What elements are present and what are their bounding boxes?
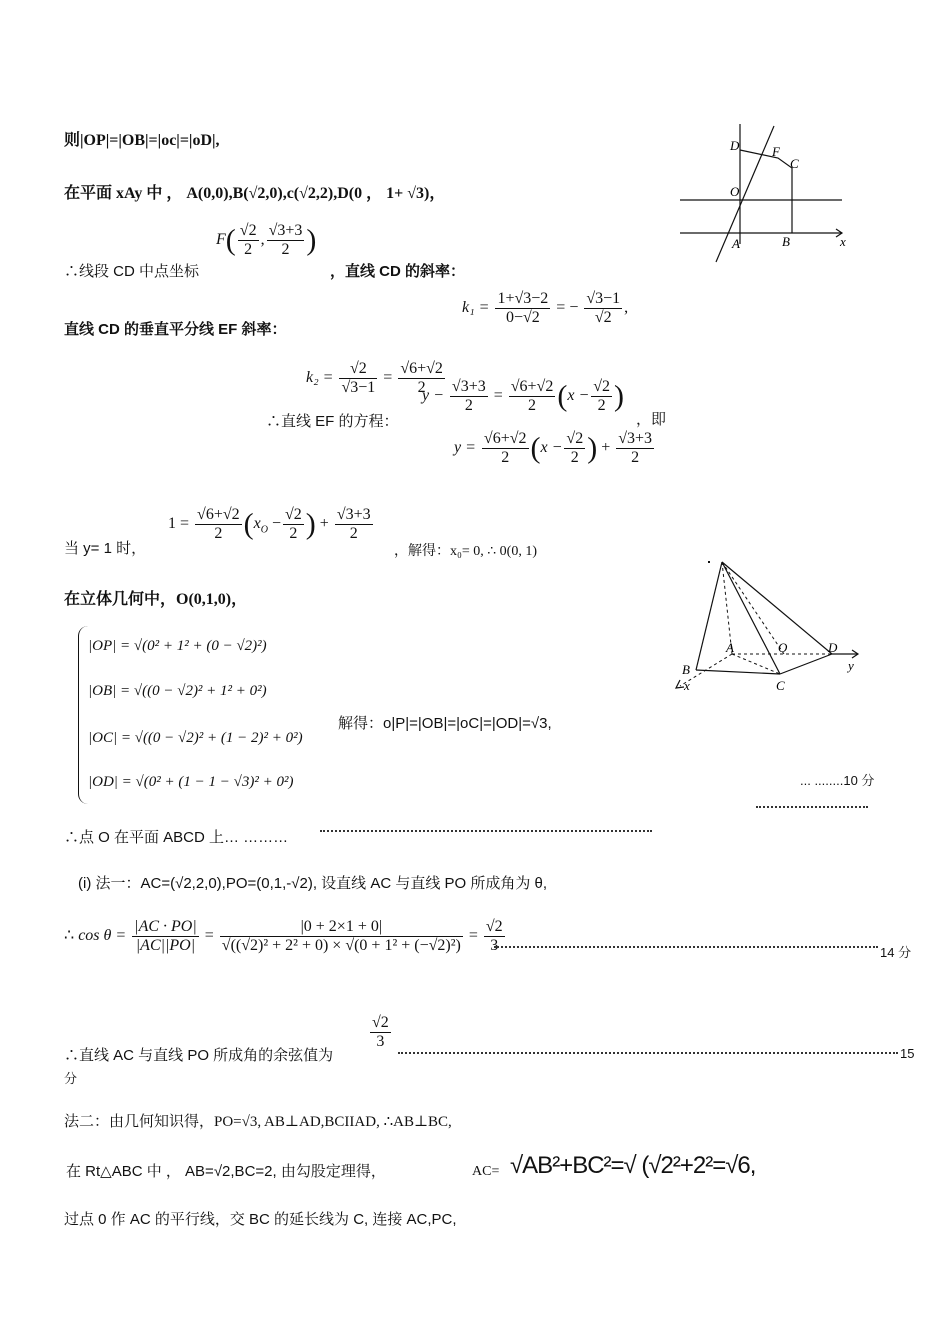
last-line: 过点 0 作 AC 的平行线，交 BC 的延长线为 C, 连接 AC,PC, [64,1211,457,1228]
coordinate-figure [676,120,856,270]
label-C: C [790,156,799,171]
x0-equation-formula: 1 = $\frac{√6+√2}{2}$ ($x_O$ − $\frac{√2}{2}$ ) + $\frac{√3+3}{2}$ [168,506,371,542]
label-B: B [682,662,690,677]
score-14: 14 分 [880,945,912,960]
label-D: D [828,640,838,655]
dots-leader [398,1052,898,1054]
label-C: C [776,678,785,693]
label-x: x [684,678,690,693]
right-triangle-line: 在 Rt△ABC 中 ， AB=√2,BC=2, 由勾股定理得， [66,1163,386,1180]
midpoint-formula: F( $\frac{√2}{2}$ , $\frac{√3+3}{2}$ ) [216,222,317,258]
midpoint-label: ∴线段 CD 中点坐标 [64,263,200,280]
dist-op: |OP| = √(0² + 1² + (0 − √2)²) [88,638,267,654]
point-F: F [216,231,226,249]
slope-label: ，直线 CD 的斜率： [330,263,466,280]
k1-formula: k₁ = $\frac{1+√3-2}{0-√2}$ = − $\frac{√3-1}{√2}$ , [462,290,629,326]
score-15: 15 [900,1046,915,1061]
dist-od: |OD| = √(0² + (1 − 1 − √3)² + 0²) [88,774,294,790]
plane-statement: ∴点 O 在平面 ABCD 上… ……… [64,829,289,846]
cos-formula: ∴ cos θ = $\frac{|AC \cdot PO|}{|AC||PO|}$ = $\frac{|0 + 2\times 1 + 0|}{\text{√((√2)² + 2² + 0) × √(0 + 1² + (−√2)²)}}$ = $\frac{√2}{3}$ [64,918,503,954]
label-A: A [726,640,734,655]
dist-oc: |OC| = √((0 − √2)² + (1 − 2)² + 0²) [88,730,303,746]
ac-label: AC= [472,1164,500,1179]
score-unit: 分 [64,1071,78,1086]
label-F: F [772,144,780,159]
pyramid-figure [672,556,872,696]
method-one: (i) 法一：AC=(√2,2,0),PO=(0,1,-√2), 设直线 AC 与直线 PO 所成角为 θ, [78,875,548,892]
label-O: O [730,184,740,199]
label-D: D [730,138,740,153]
line-coordinates: 在平面 xAy 中 ， A(0,0),B(√2,0),c(√2,2),D(0 ， 1+ √3)， [64,185,446,202]
dots-leader [756,806,868,808]
line-equal-distances: 则|OP|=|OB|=|oc|=|oD|, [64,132,220,149]
label-O: O [778,640,788,655]
ef-equation-formula: y − $\frac{√3+3}{2}$ = $\frac{√6+√2}{2}$ (x − $\frac{√2}{2}$ ) [422,378,625,414]
dist-ob: |OB| = √((0 − √2)² + 1² + 0²) [88,683,267,699]
label-x: x [840,234,846,249]
cosine-value: $\frac{√2}{3}$ [372,1014,389,1050]
cosine-value-label: ∴直线 AC 与直线 PO 所成角的余弦值为 [64,1047,334,1064]
label-y: y [848,658,854,673]
solve-distances: 解得：o|P|=|OB|=|oC|=|OD|=√3, [338,715,552,732]
score-10: ... ........10 分 [800,773,875,788]
method-two: 法二：由几何知识得，PO=√3, AB⊥AD,BCIIAD, ∴AB⊥BC, [64,1114,452,1130]
solve-x0: ，解得：x₀= 0, ∴ 0(0, 1) [394,544,538,559]
dots-leader [320,830,652,832]
ji-label: ，即 [636,412,667,428]
label-A: A [732,236,740,251]
perp-bisector-label: 直线 CD 的垂直平分线 EF 斜率： [64,321,287,338]
dots-leader [494,946,878,948]
k2-formula: k₂ = $\frac{√2}{√3-1}$ = $\frac{√6+√2}{2}$ [306,360,443,396]
ef-equation-label: ∴直线 EF 的方程： [266,413,399,430]
label-B: B [782,234,790,249]
ac-value: √AB²+BC²=√ (√2²+2²=√6, [510,1152,756,1179]
when-y-label: 当 y= 1 时， [64,540,147,557]
y-equation-formula: y = $\frac{√6+√2}{2}$ (x − $\frac{√2}{2}$ ) + $\frac{√3+3}{2}$ [454,430,653,466]
solid-geometry-label: 在立体几何中，O(0,1,0)， [64,591,248,608]
